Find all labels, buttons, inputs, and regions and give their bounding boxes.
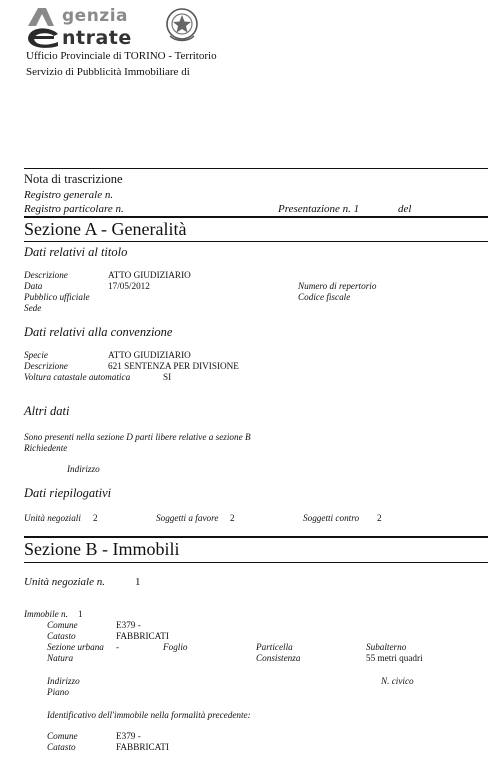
precedente-heading: Identificativo dell'immobile nella formalità precedente: bbox=[47, 710, 251, 720]
indirizzo-label: Indirizzo bbox=[47, 676, 80, 686]
soggetti-contro-value: 2 bbox=[377, 513, 382, 523]
registro-particolare-label: Registro particolare n. bbox=[24, 203, 124, 215]
specie-label: Specie bbox=[24, 350, 48, 360]
richiedente-indirizzo-label: Indirizzo bbox=[67, 464, 100, 474]
consistenza-label: Consistenza bbox=[256, 653, 301, 663]
titolo-descrizione-label: Descrizione bbox=[24, 270, 68, 280]
subalterno-label: Subalterno bbox=[366, 642, 407, 652]
particella-label: Particella bbox=[256, 642, 293, 652]
comune-label: Comune bbox=[47, 620, 78, 630]
unita-negoziali-value: 2 bbox=[93, 513, 98, 523]
catasto-label: Catasto bbox=[47, 631, 76, 641]
nota-title: Nota di trascrizione bbox=[24, 172, 123, 186]
specie-value: ATTO GIUDIZIARIO bbox=[108, 350, 191, 360]
divider-top bbox=[24, 168, 488, 169]
sezione-urbana-label: Sezione urbana bbox=[47, 642, 104, 652]
precedente-comune-value: E379 - bbox=[116, 731, 141, 741]
agency-word-2: ntrate bbox=[62, 27, 132, 49]
pubblico-ufficiale-label: Pubblico ufficiale bbox=[24, 292, 90, 302]
precedente-catasto-label: Catasto bbox=[47, 742, 76, 752]
presentazione-label: Presentazione n. 1 bbox=[278, 203, 360, 215]
comune-value: E379 - bbox=[116, 620, 141, 630]
convenzione-heading: Dati relativi alla convenzione bbox=[24, 325, 173, 339]
sezione-a-title: Sezione A - Generalità bbox=[24, 219, 187, 239]
unita-negoziale-label: Unità negoziale n. bbox=[24, 576, 105, 588]
titolo-heading: Dati relativi al titolo bbox=[24, 245, 128, 259]
catasto-value: FABBRICATI bbox=[116, 631, 169, 641]
soggetti-contro-label: Soggetti contro bbox=[303, 513, 360, 523]
richiedente-label: Richiedente bbox=[24, 443, 68, 453]
titolo-data-label: Data bbox=[24, 281, 43, 291]
unita-negoziale-value: 1 bbox=[135, 576, 141, 588]
immobile-label: Immobile n. bbox=[24, 609, 68, 619]
piano-label: Piano bbox=[47, 687, 69, 697]
precedente-comune-label: Comune bbox=[47, 731, 78, 741]
immobile-value: 1 bbox=[78, 609, 83, 619]
registro-generale-label: Registro generale n. bbox=[24, 189, 114, 201]
soggetti-favore-label: Soggetti a favore bbox=[156, 513, 219, 523]
republic-emblem-icon bbox=[164, 6, 200, 44]
voltura-value: SI bbox=[163, 372, 172, 382]
agency-letter-mark bbox=[24, 4, 64, 50]
riepilogativi-heading: Dati riepilogativi bbox=[24, 486, 112, 500]
altri-dati-note: Sono presenti nella sezione D parti libere relative a sezione B bbox=[24, 432, 251, 442]
sezione-urbana-value: - bbox=[116, 642, 120, 652]
convenzione-descrizione-label: Descrizione bbox=[24, 361, 68, 371]
divider-sezione-a bbox=[24, 216, 488, 218]
numero-repertorio-label: Numero di repertorio bbox=[298, 281, 377, 291]
titolo-data-value: 17/05/2012 bbox=[108, 281, 150, 291]
altri-dati-heading: Altri dati bbox=[24, 404, 70, 418]
service-line: Servizio di Pubblicità Immobiliare di bbox=[26, 66, 190, 78]
office-line: Ufficio Provinciale di TORINO - Territorio bbox=[26, 50, 217, 62]
precedente-catasto-value: FABBRICATI bbox=[116, 742, 169, 752]
foglio-label: Foglio bbox=[163, 642, 188, 652]
ncivico-label: N. civico bbox=[381, 676, 414, 686]
soggetti-favore-value: 2 bbox=[230, 513, 235, 523]
voltura-label: Voltura catastale automatica bbox=[24, 372, 131, 382]
sede-label: Sede bbox=[24, 303, 42, 313]
natura-label: Natura bbox=[47, 653, 74, 663]
titolo-descrizione-value: ATTO GIUDIZIARIO bbox=[108, 270, 191, 280]
convenzione-descrizione-value: 621 SENTENZA PER DIVISIONE bbox=[108, 361, 239, 371]
agency-word-1: genzia bbox=[62, 6, 128, 26]
codice-fiscale-label: Codice fiscale bbox=[298, 292, 351, 302]
divider-sezione-a-under bbox=[24, 241, 488, 242]
sezione-b-title: Sezione B - Immobili bbox=[24, 539, 180, 559]
consistenza-value: 55 metri quadri bbox=[366, 653, 423, 663]
divider-sezione-b bbox=[24, 536, 488, 538]
del-label: del bbox=[398, 203, 412, 215]
unita-negoziali-label: Unità negoziali bbox=[24, 513, 81, 523]
divider-sezione-b-under bbox=[24, 562, 488, 563]
